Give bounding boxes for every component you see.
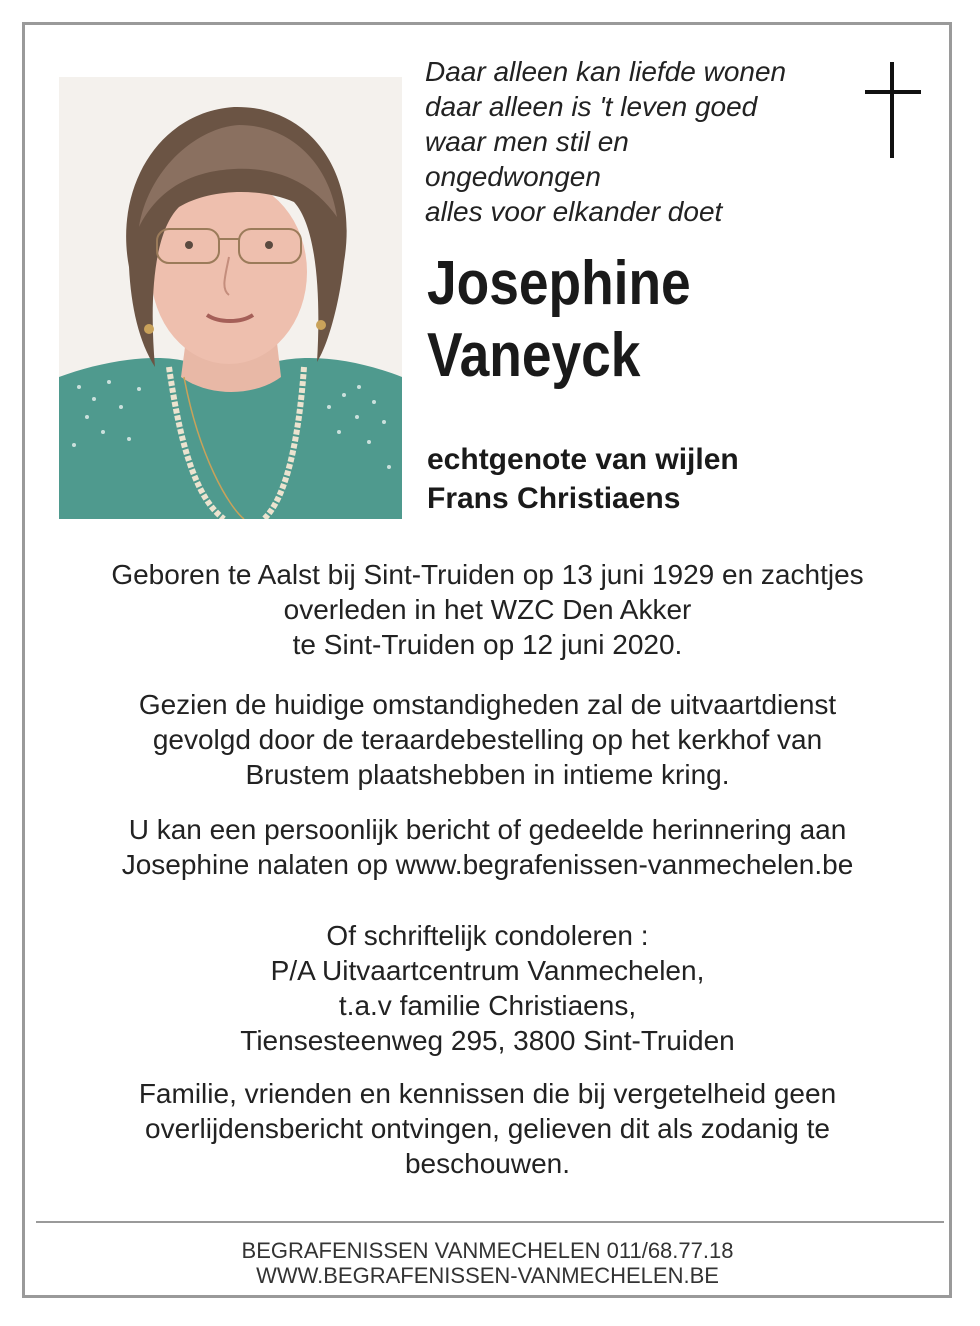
text-line: te Sint-Truiden op 12 juni 2020.: [292, 629, 683, 660]
text-line: Tiensesteenweg 295, 3800 Sint-Truiden: [240, 1025, 735, 1056]
poem-line: daar alleen is 't leven goed: [425, 91, 758, 122]
text-line: t.a.v familie Christiaens,: [338, 990, 637, 1021]
footer-website: WWW.BEGRAFENISSEN-VANMECHELEN.BE: [256, 1263, 719, 1288]
text-line: P/A Uitvaartcentrum Vanmechelen,: [270, 955, 705, 986]
message-paragraph: [40, 812, 935, 882]
text-line: beschouwen.: [404, 1148, 570, 1179]
text-line: Gezien de huidige omstandigheden zal de uitvaartdienst: [138, 689, 837, 720]
text-line: gevolgd door de teraardebestelling op het kerkhof van: [152, 724, 823, 755]
poem-line: alles voor elkander doet: [425, 196, 723, 227]
poem-line: ongedwongen: [425, 161, 601, 192]
last-name: Vaneyck: [427, 321, 641, 390]
deceased-name: [427, 248, 691, 392]
first-name: Josephine: [427, 249, 691, 318]
text-line: overleden in het WZC Den Akker: [283, 594, 692, 625]
portrait-photo: [59, 77, 402, 519]
footer: [40, 1238, 935, 1288]
poem-line: Daar alleen kan liefde wonen: [425, 56, 787, 87]
condolence-address: [40, 918, 935, 1058]
text-line: U kan een persoonlijk bericht of gedeelde herinnering aan: [128, 814, 847, 845]
footer-divider: [36, 1221, 944, 1223]
spouse-relation: echtgenote van wijlen: [427, 443, 739, 476]
ceremony-paragraph: [40, 687, 935, 792]
text-line: Familie, vrienden en kennissen die bij vergetelheid geen: [138, 1078, 837, 1109]
text-line: Josephine nalaten op www.begrafenissen-vanmechelen.be: [121, 849, 854, 880]
text-line: Brustem plaatshebben in intieme kring.: [245, 759, 730, 790]
text-line: Of schriftelijk condoleren :: [326, 920, 649, 951]
spouse-info: [427, 440, 739, 518]
text-line: overlijdensbericht ontvingen, gelieven dit als zodanig te: [145, 1113, 830, 1144]
text-line: Geboren te Aalst bij Sint-Truiden op 13 juni 1929 en zachtjes: [111, 559, 864, 590]
footer-company: BEGRAFENISSEN VANMECHELEN 011/68.77.18: [241, 1238, 734, 1263]
notice-paragraph: [40, 1076, 935, 1181]
cross-icon: [865, 62, 921, 158]
birth-death-paragraph: [40, 557, 935, 662]
memorial-poem: [425, 54, 845, 229]
spouse-name: Frans Christiaens: [427, 482, 681, 515]
poem-line: waar men stil en: [425, 126, 629, 157]
